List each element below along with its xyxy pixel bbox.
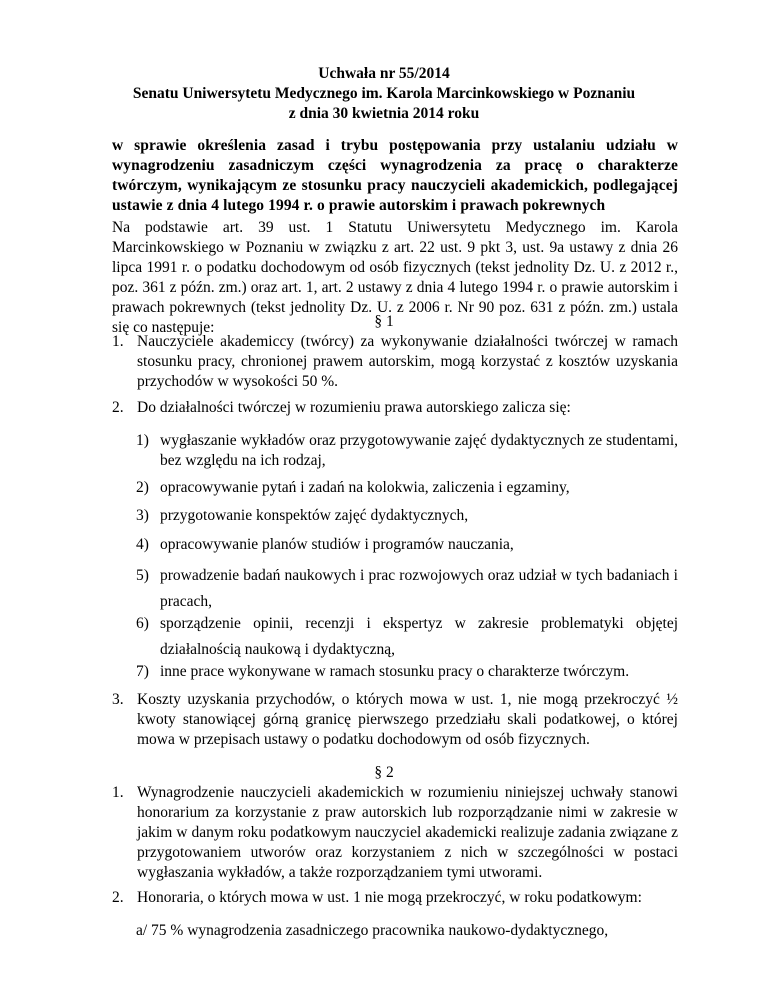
senate-name: Senatu Uniwersytetu Medycznego im. Karola Marcinkowskiego w Poznaniu (132, 85, 636, 102)
item-number: 2. (112, 889, 124, 906)
item-text: Nauczyciele akademiccy (twórcy) za wykonywanie działalności twórczej w ramach stosunku pracy, chronionej prawem autorskim, mogą korzystać z kosztów uzyskania przychodów w wysokości 50 %. (137, 333, 678, 390)
subitem-number: 2) (136, 479, 149, 496)
subitem-number: 5) (136, 567, 149, 584)
section-2-title: § 2 (374, 764, 394, 781)
subitem-text: opracowywanie planów studiów i programów nauczania, (160, 536, 514, 553)
subitem-text: przygotowanie konspektów zajęć dydaktycznych, (160, 507, 469, 524)
subitem-number: 7) (136, 663, 149, 680)
subitem-text: inne prace wykonywane w ramach stosunku pracy o charakterze twórczym. (160, 663, 630, 680)
item-text: Honoraria, o których mowa w ust. 1 nie mogą przekroczyć, w roku podatkowym: (137, 889, 642, 906)
item-text: Koszty uzyskania przychodów, o których mowa w ust. 1, nie mogą przekroczyć ½ kwoty stanowiącej górną granicę pierwszego przedziału skali podatkowej, o której mowa w przepisach ustawy o podatku dochodowym od osób fizycznych. (137, 691, 678, 748)
resolution-subject: w sprawie określenia zasad i trybu postępowania przy ustalaniu udziału w wynagrodzeniu zasadniczym części wynagrodzenia za pracę o charakterze twórczym, wynikającym ze stosunku pracy nauczycieli akademickich, podlegającej ustawie z dnia 4 lutego 1994 r. o prawie autorskim i prawach pokrewnych (112, 137, 678, 214)
note-text: a/ 75 % wynagrodzenia zasadniczego pracownika naukowo-dydaktycznego, (136, 922, 609, 939)
item-number: 3. (112, 691, 124, 708)
preamble: Na podstawie art. 39 ust. 1 Statutu Uniwersytetu Medycznego im. Karola Marcinkowskiego w Poznaniu w związku z art. 22 ust. 9 pkt 3, ust. 9a ustawy z dnia 26 lipca 1991 r. o podatku dochodowym od osób fizycznych (tekst jednolity Dz. U. z 2012 r., poz. 361 z późn. zm.) oraz art. 1, art. 2 ustawy z dnia 4 lutego 1994 r. o prawie autorskim i prawach pokrewnych (tekst jednolity Dz. U. z 2006 r. Nr 90 poz. 631 z późn. zm.) ustala się co następuje: (112, 219, 678, 336)
subitem-text: prowadzenie badań naukowych i prac rozwojowych oraz udział w tych badaniach i pracach, (160, 567, 678, 610)
item-text: Do działalności twórczej w rozumieniu prawa autorskiego zalicza się: (137, 399, 571, 416)
resolution-date: z dnia 30 kwietnia 2014 roku (288, 105, 480, 122)
subitem-text: sporządzenie opinii, recenzji i ekspertyz w zakresie problematyki objętej działalnością naukową i dydaktyczną, (160, 615, 678, 658)
item-number: 2. (112, 399, 124, 416)
resolution-number: Uchwała nr 55/2014 (318, 65, 450, 82)
item-number: 1. (112, 333, 124, 350)
subitem-text: opracowywanie pytań i zadań na kolokwia, zaliczenia i egzaminy, (160, 479, 570, 496)
item-number: 1. (112, 784, 124, 801)
subitem-number: 6) (136, 615, 149, 632)
subitem-text: wygłaszanie wykładów oraz przygotowywanie zajęć dydaktycznych ze studentami, bez względu na ich rodzaj, (160, 432, 678, 469)
item-text: Wynagrodzenie nauczycieli akademickich w rozumieniu niniejszej uchwały stanowi honorarium za korzystanie z praw autorskich lub rozporządzanie nimi w zakresie w jakim w danym roku podatkowym nauczyciel akademicki realizuje zadania związane z przygotowaniem utworów oraz korzystaniem z nich w szczególności w postaci wygłaszania wykładów, a także rozporządzaniem tymi utworami. (137, 784, 678, 881)
section-1-title: § 1 (374, 313, 394, 330)
subitem-number: 1) (136, 432, 149, 449)
subitem-number: 3) (136, 507, 149, 524)
subitem-number: 4) (136, 536, 149, 553)
